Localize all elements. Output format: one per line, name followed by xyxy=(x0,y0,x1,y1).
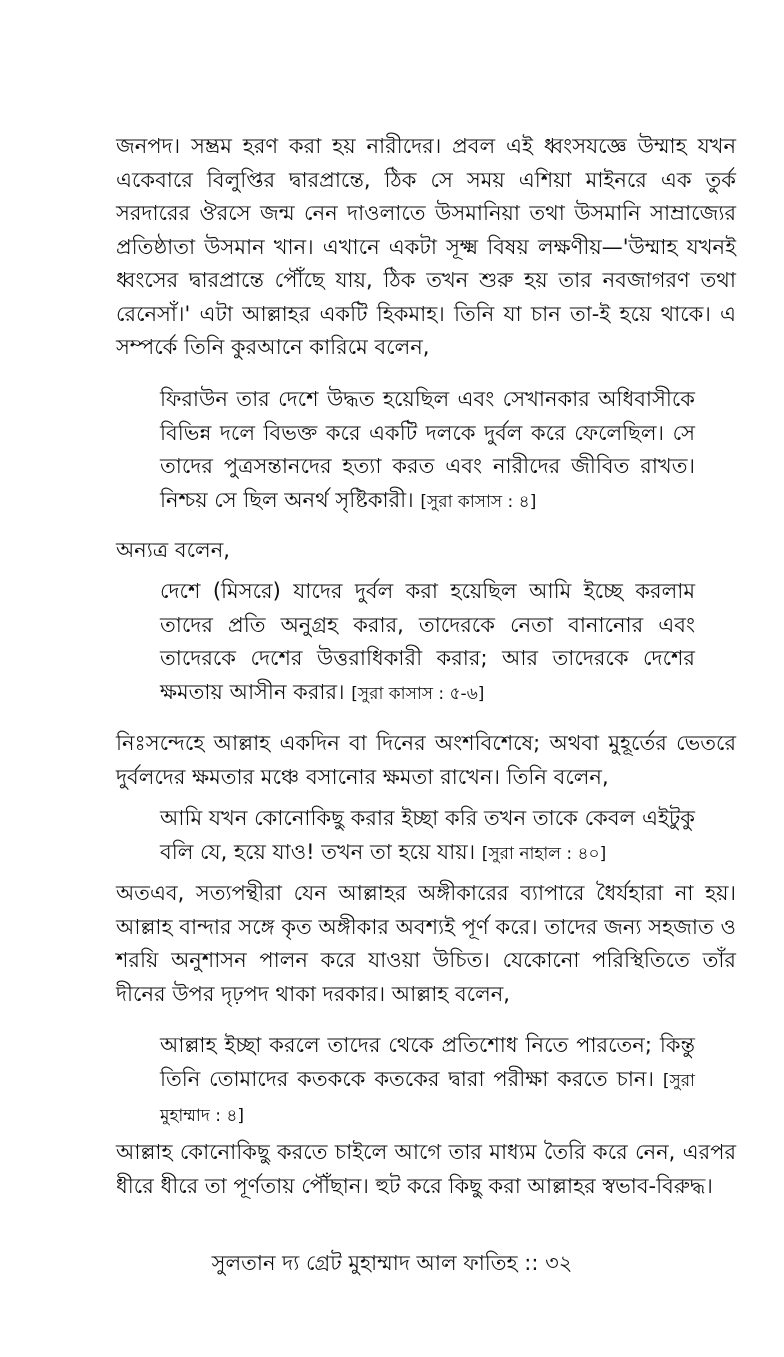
quote-text-1: ফিরাউন তার দেশে উদ্ধত হয়েছিল এবং সেখানকার অধিবাসীকে বিভিন্ন দলে বিভক্ত করে একটি দলকে দুর্বল করে ফেলেছিল। সে তাদের পুত্রসন্তানদের হত্যা করত এবং নারীদের জীবিত রাখত। নিশ্চয় সে ছিল অনর্থ সৃষ্টিকারী। xyxy=(160,387,695,512)
quote-citation-4: [সুরা মুহাম্মাদ : ৪] xyxy=(160,1070,695,1126)
body-paragraph-2: অন্যত্র বলেন, xyxy=(116,538,230,562)
quote-text-4: আল্লাহ ইচ্ছা করলে তাদের থেকে প্রতিশোধ নিতে পারতেন; কিন্তু তিনি তোমাদের কতককে কতকের দ্বারা পরীক্ষা করতে চান। xyxy=(160,1033,695,1091)
quote-block-3 xyxy=(160,802,695,871)
quote-citation-1: [সুরা কাসাস : ৪] xyxy=(420,491,537,512)
quote-text-3: আমি যখন কোনোকিছু করার ইচ্ছা করি তখন তাকে কেবল এইটুকু বলি যে, হয়ে যাও! তখন তা হয়ে যায়। xyxy=(160,806,695,864)
page-footer xyxy=(0,1248,784,1278)
body-paragraph-5: আল্লাহ কোনোকিছু করতে চাইলে আগে তার মাধ্যম তৈরি করে নেন, এরপর ধীরে ধীরে তা পূর্ণতায় পৌঁছান। হুট করে কিছু করা আল্লাহর স্বভাব-বিরুদ্ধ। xyxy=(116,1140,736,1198)
quote-block-1 xyxy=(160,383,695,519)
quote-block-2 xyxy=(160,575,695,711)
quote-citation-3: [সুরা নাহাল : ৪০] xyxy=(481,843,607,864)
quote-block-4 xyxy=(160,1029,695,1134)
body-paragraph-4: অতএব, সত্যপন্থীরা যেন আল্লাহর অঙ্গীকারের ব্যাপারে ধৈর্যহারা না হয়। আল্লাহ বান্দার সঙ্গে কৃত অঙ্গীকার অবশ্যই পূর্ণ করে। তাদের জন্য সহজাত ও শরয়ি অনুশাসন পালন করে যাওয়া উচিত। যেকোনো পরিস্থিতিতে তাঁর দীনের উপর দৃঢ়পদ থাকা দরকার। আল্লাহ বলেন, xyxy=(116,881,736,1006)
running-title-with-page-number: সুলতান দ্য গ্রেট মুহাম্মাদ আল ফাতিহ :: ৩২ xyxy=(211,1251,573,1275)
quote-text-2: দেশে (মিসরে) যাদের দুর্বল করা হয়েছিল আমি ইচ্ছে করলাম তাদের প্রতি অনুগ্রহ করার, তাদেরকে নেতা বানানোর এবং তাদেরকে দেশের উত্তরাধিকারী করার; আর তাদেরকে দেশের ক্ষমতায় আসীন করার। xyxy=(160,579,695,704)
body-paragraph-3: নিঃসন্দেহে আল্লাহ একদিন বা দিনের অংশবিশেষে; অথবা মুহূর্তের ভেতরে দুর্বলদের ক্ষমতার মঞ্চে বসানোর ক্ষমতা রাখেন। তিনি বলেন, xyxy=(116,731,736,789)
body-paragraph-1: জনপদ। সম্ভ্রম হরণ করা হয় নারীদের। প্রবল এই ধ্বংসযজ্ঞে উম্মাহ যখন একেবারে বিলুপ্তির দ্বারপ্রান্তে, ঠিক সে সময় এশিয়া মাইনরে এক তুর্ক সরদারের ঔরসে জন্ম নেন দাওলাতে উসমানিয়া তথা উসমানি সাম্রাজ্যের প্রতিষ্ঠাতা উসমান খান। এখানে একটা সূক্ষ্ম বিষয় লক্ষণীয়—'উম্মাহ যখনই ধ্বংসের দ্বারপ্রান্তে পৌঁছে যায়, ঠিক তখন শুরু হয় তার নবজাগরণ তথা রেনেসাঁ।' এটা আল্লাহর একটি হিকমাহ। তিনি যা চান তা-ই হয়ে থাকে। এ সম্পর্কে তিনি কুরআনে কারিমে বলেন, xyxy=(116,134,736,359)
quote-citation-2: [সুরা কাসাস : ৫-৬] xyxy=(351,683,485,704)
